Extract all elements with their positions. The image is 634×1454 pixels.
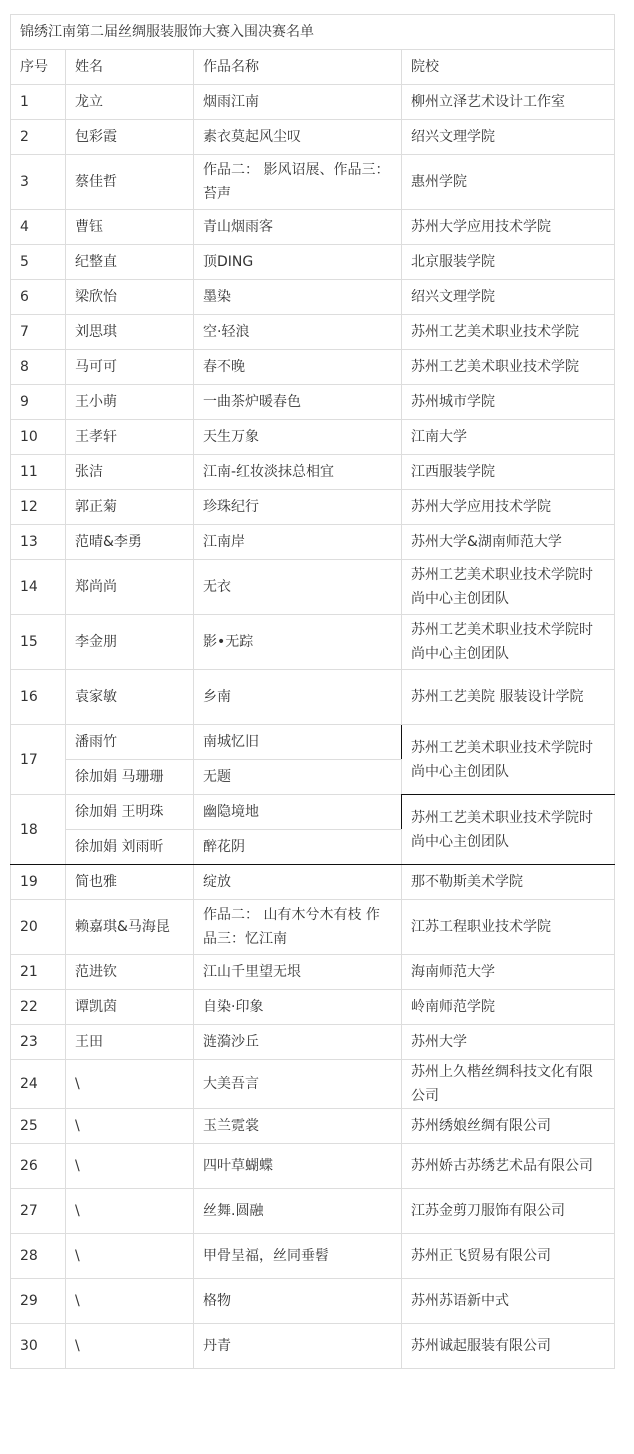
cell-school: 苏州上久楷丝绸科技文化有限公司	[402, 1060, 615, 1109]
cell-name: \	[66, 1109, 194, 1144]
table-row	[11, 155, 615, 210]
table-row	[11, 1025, 615, 1060]
rows-17-18	[11, 725, 615, 865]
table-header-row	[11, 50, 615, 85]
cell-work: 作品二： 山有木兮木有枝 作品三：忆江南	[194, 900, 402, 955]
cell-no: 28	[11, 1234, 66, 1279]
cell-school: 苏州工艺美术职业技术学院时尚中心主创团队	[402, 560, 615, 615]
table-row	[11, 1234, 615, 1279]
table-row	[11, 1060, 615, 1109]
table-row	[11, 85, 615, 120]
table-row	[11, 560, 615, 615]
cell-no: 29	[11, 1279, 66, 1324]
cell-school: 苏州诚起服装有限公司	[402, 1324, 615, 1369]
cell-work: 甲骨呈福，丝同垂髫	[194, 1234, 402, 1279]
cell-school: 北京服装学院	[402, 245, 615, 280]
cell-name: 曹钰	[66, 210, 194, 245]
cell-name: 潘雨竹	[66, 725, 194, 760]
table-row	[11, 795, 615, 830]
cell-no: 15	[11, 615, 66, 670]
cell-school: 江南大学	[402, 420, 615, 455]
cell-school: 江西服装学院	[402, 455, 615, 490]
rows-1-16	[11, 85, 615, 725]
header-name: 姓名	[66, 50, 194, 85]
table-row	[11, 120, 615, 155]
cell-no: 26	[11, 1144, 66, 1189]
cell-no: 11	[11, 455, 66, 490]
cell-no: 17	[11, 725, 66, 795]
cell-name: 谭凯茵	[66, 990, 194, 1025]
table-row	[11, 1324, 615, 1369]
cell-name: 郑尚尚	[66, 560, 194, 615]
cell-work: 空·轻浪	[194, 315, 402, 350]
cell-name: 范晴&李勇	[66, 525, 194, 560]
cell-school: 苏州城市学院	[402, 385, 615, 420]
cell-no: 8	[11, 350, 66, 385]
cell-school: 苏州娇古苏绣艺术品有限公司	[402, 1144, 615, 1189]
cell-school: 苏州工艺美术职业技术学院	[402, 350, 615, 385]
finalist-table	[10, 14, 615, 1369]
cell-no: 25	[11, 1109, 66, 1144]
cell-name: 李金朋	[66, 615, 194, 670]
table-row	[11, 1189, 615, 1234]
cell-school: 绍兴文理学院	[402, 120, 615, 155]
cell-school: 苏州大学应用技术学院	[402, 490, 615, 525]
cell-school: 苏州苏语新中式	[402, 1279, 615, 1324]
cell-work: 江南-红妆淡抹总相宜	[194, 455, 402, 490]
cell-work: 江山千里望无垠	[194, 955, 402, 990]
cell-school: 江苏金剪刀服饰有限公司	[402, 1189, 615, 1234]
table-row	[11, 210, 615, 245]
table-title: 锦绣江南第二届丝绸服装服饰大赛入围决赛名单	[11, 15, 615, 50]
cell-school: 江苏工程职业技术学院	[402, 900, 615, 955]
cell-name: \	[66, 1060, 194, 1109]
cell-name: 包彩霞	[66, 120, 194, 155]
cell-no: 24	[11, 1060, 66, 1109]
cell-no: 23	[11, 1025, 66, 1060]
table-title-row	[11, 15, 615, 50]
cell-work: 丹青	[194, 1324, 402, 1369]
cell-name: 刘思琪	[66, 315, 194, 350]
cell-no: 30	[11, 1324, 66, 1369]
cell-name: 袁家敏	[66, 670, 194, 725]
cell-no: 9	[11, 385, 66, 420]
cell-name: \	[66, 1189, 194, 1234]
cell-no: 2	[11, 120, 66, 155]
cell-name: 范进钦	[66, 955, 194, 990]
cell-work: 烟雨江南	[194, 85, 402, 120]
table-row	[11, 725, 615, 760]
cell-name: 郭正菊	[66, 490, 194, 525]
cell-no: 22	[11, 990, 66, 1025]
table-row	[11, 615, 615, 670]
cell-name: 王孝轩	[66, 420, 194, 455]
cell-work: 南城忆旧	[194, 725, 402, 760]
cell-name: \	[66, 1324, 194, 1369]
cell-school: 苏州大学	[402, 1025, 615, 1060]
table-row	[11, 1279, 615, 1324]
cell-school: 苏州工艺美术职业技术学院时尚中心主创团队	[402, 615, 615, 670]
table-row	[11, 420, 615, 455]
cell-name: \	[66, 1144, 194, 1189]
cell-school: 苏州大学&湖南师范大学	[402, 525, 615, 560]
header-work: 作品名称	[194, 50, 402, 85]
cell-school: 苏州工艺美院 服装设计学院	[402, 670, 615, 725]
cell-school: 苏州正飞贸易有限公司	[402, 1234, 615, 1279]
table-row	[11, 1109, 615, 1144]
cell-name: \	[66, 1234, 194, 1279]
cell-no: 27	[11, 1189, 66, 1234]
cell-work: 大美吾言	[194, 1060, 402, 1109]
cell-work: 珍珠纪行	[194, 490, 402, 525]
header-school: 院校	[402, 50, 615, 85]
cell-work: 醉花阴	[194, 830, 402, 865]
cell-name: 王田	[66, 1025, 194, 1060]
cell-school: 苏州工艺美术职业技术学院	[402, 315, 615, 350]
cell-no: 21	[11, 955, 66, 990]
cell-school: 苏州工艺美术职业技术学院时尚中心主创团队	[402, 725, 615, 795]
cell-work: 幽隐境地	[194, 795, 402, 830]
cell-work: 格物	[194, 1279, 402, 1324]
cell-work: 江南岸	[194, 525, 402, 560]
finalist-table-container	[10, 14, 614, 1369]
cell-no: 14	[11, 560, 66, 615]
cell-school: 苏州大学应用技术学院	[402, 210, 615, 245]
table-row	[11, 865, 615, 900]
cell-name: 简也雅	[66, 865, 194, 900]
cell-work: 顶DING	[194, 245, 402, 280]
table-row	[11, 315, 615, 350]
cell-work: 四叶草蝴蝶	[194, 1144, 402, 1189]
cell-work: 影•无踪	[194, 615, 402, 670]
cell-school: 惠州学院	[402, 155, 615, 210]
cell-no: 12	[11, 490, 66, 525]
cell-work: 天生万象	[194, 420, 402, 455]
cell-no: 6	[11, 280, 66, 315]
cell-name: 龙立	[66, 85, 194, 120]
cell-name: 赖嘉琪&马海昆	[66, 900, 194, 955]
cell-name: \	[66, 1279, 194, 1324]
cell-work: 一曲茶炉暖春色	[194, 385, 402, 420]
cell-work: 春不晚	[194, 350, 402, 385]
cell-name: 徐加娟 王明珠	[66, 795, 194, 830]
cell-work: 乡南	[194, 670, 402, 725]
table-row	[11, 455, 615, 490]
cell-name: 徐加娟 马珊珊	[66, 760, 194, 795]
cell-no: 3	[11, 155, 66, 210]
cell-work: 青山烟雨客	[194, 210, 402, 245]
cell-name: 纪整直	[66, 245, 194, 280]
cell-no: 5	[11, 245, 66, 280]
table-row	[11, 990, 615, 1025]
cell-no: 19	[11, 865, 66, 900]
table-row	[11, 490, 615, 525]
cell-no: 10	[11, 420, 66, 455]
cell-work: 自染·印象	[194, 990, 402, 1025]
cell-school: 苏州绣娘丝绸有限公司	[402, 1109, 615, 1144]
table-row	[11, 245, 615, 280]
cell-no: 13	[11, 525, 66, 560]
rows-19-30	[11, 865, 615, 1369]
cell-school: 苏州工艺美术职业技术学院时尚中心主创团队	[402, 795, 615, 865]
cell-school: 绍兴文理学院	[402, 280, 615, 315]
cell-no: 16	[11, 670, 66, 725]
cell-name: 梁欣怡	[66, 280, 194, 315]
cell-name: 马可可	[66, 350, 194, 385]
header-no: 序号	[11, 50, 66, 85]
table-row	[11, 955, 615, 990]
cell-no: 1	[11, 85, 66, 120]
cell-name: 蔡佳哲	[66, 155, 194, 210]
cell-work: 涟漪沙丘	[194, 1025, 402, 1060]
cell-work: 玉兰霓裳	[194, 1109, 402, 1144]
cell-name: 徐加娟 刘雨昕	[66, 830, 194, 865]
table-row	[11, 280, 615, 315]
table-row	[11, 350, 615, 385]
cell-work: 素衣莫起风尘叹	[194, 120, 402, 155]
cell-work: 无题	[194, 760, 402, 795]
table-row	[11, 900, 615, 955]
table-row	[11, 385, 615, 420]
cell-work: 绽放	[194, 865, 402, 900]
cell-school: 柳州立泽艺术设计工作室	[402, 85, 615, 120]
cell-school: 岭南师范学院	[402, 990, 615, 1025]
cell-school: 那不勒斯美术学院	[402, 865, 615, 900]
cell-no: 18	[11, 795, 66, 865]
table-row	[11, 525, 615, 560]
cell-work: 作品二： 影风诏展、作品三： 苔声	[194, 155, 402, 210]
cell-no: 7	[11, 315, 66, 350]
cell-name: 张洁	[66, 455, 194, 490]
cell-work: 无衣	[194, 560, 402, 615]
cell-no: 20	[11, 900, 66, 955]
table-row	[11, 1144, 615, 1189]
cell-work: 丝舞.圆融	[194, 1189, 402, 1234]
table-row	[11, 670, 615, 725]
cell-no: 4	[11, 210, 66, 245]
cell-work: 墨染	[194, 280, 402, 315]
cell-name: 王小萌	[66, 385, 194, 420]
cell-school: 海南师范大学	[402, 955, 615, 990]
